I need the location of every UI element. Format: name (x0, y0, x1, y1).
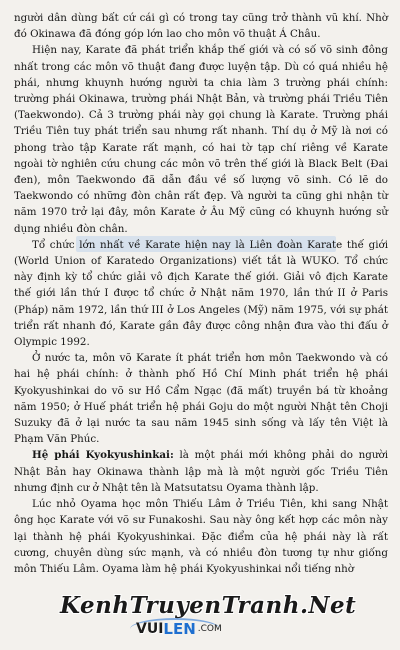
paragraph-karate-today: Hiện nay, Karate đã phát triển khắp thế giới và có số võ sinh đông nhất trong các môn võ thuật đang được luyện tập. Dù có quá nhiều hệ phái, nhưng khuynh hướng người ta chia làm 3 trường phái chính: trường phái Okinawa, trường phái Nhật Bản, và trường phái Triều Tiên (Taekwondo). Cả 3 trường phái này gọi chung là Karate. Trường phái Triều Tiên tuy phát triển sau nhưng rất nhanh. Thí dụ ở Mỹ là nơi có phong trào tập Karate rất mạnh, có hai tờ tạp chí riêng về Karate ngoài tờ nghiên cứu chung các môn võ trên thế giới là Black Belt (Đai đen), môn Taekwondo đã dẫn đầu về số lượng võ sinh. Có lẽ do Taekwondo có những đòn chân rất đẹp. Và người ta cũng ghi nhận từ năm 1970 trở lại đây, môn Karate ở Âu Mỹ cũng có khuynh hướng sử dụng nhiều đòn chân. (14, 44, 388, 235)
vuilen-logo (136, 620, 222, 638)
watermark-script-text: KenhTruyenTranh.Net (60, 592, 357, 619)
paragraph-wuko: Tổ chức lớn nhất về Karate hiện nay là Liên đoàn Karate thế giới (World Union of Karatedo Organizations) viết tắt là WUKO. Tổ chức này định kỳ tổ chức giải vô địch Karate thế giới. Giải vô địch Karate thế giới lần thứ I được tổ chức ở Nhật năm 1970, lần thứ II ở Paris (Pháp) năm 1972, lần thứ III ở Los Angeles (Mỹ) năm 1975, với sự phát triển rất nhanh đó, Karate gần đây được công nhận đưa vào thi đấu ở Olympic 1992. (14, 238, 388, 349)
paragraph-okinawa-intro: người dân dùng bất cứ cái gì có trong tay cũng trở thành vũ khí. Nhờ đó Okinawa đã đóng góp lớn lao cho môn võ thuật Á Châu. (14, 12, 388, 41)
paragraph-oyama: Lúc nhỏ Oyama học môn Thiếu Lâm ở Triều Tiên, khi sang Nhật ông học Karate với võ sư Funakoshi. Sau này ông kết hợp các môn này lại thành hệ phái Kyokyushinkai. Đặc điểm của hệ phái này là rất cương, chuyên dùng sức mạnh, và có nhiều đòn tương tự như giống môn Thiếu Lâm. Oyama làm hệ phái Kyokyushinkai nổi tiếng nhờ (14, 498, 388, 575)
watermark-logo (60, 592, 380, 644)
logo-vui-text: VUI (136, 621, 164, 637)
section-paragraph-text: là một phái mới không phải do người Nhật Bản hay Okinawa thành lập mà là một người gốc Triều Tiên nhưng định cư ở Nhật tên là Matsutatsu Oyama thành lập. (14, 449, 388, 494)
section-heading: Hệ phái Kyokyushinkai: (32, 449, 174, 462)
logo-len-text: LEN (163, 620, 196, 638)
paragraph-vietnam: Ở nước ta, môn võ Karate ít phát triển hơn môn Taekwondo và có hai hệ phái chính: ở thành phố Hồ Chí Minh phát triển hệ phái Kyokyushinkai do võ sư Hồ Cẩm Ngạc (đã mất) truyền bá từ khoảng năm 1950; ở Huế phát triển hệ phái Goju do một người Nhật tên Choji Suzuky đã ở lại nước ta sau năm 1945 sinh sống và lấy tên Việt là Phạm Văn Phúc. (14, 352, 388, 446)
paragraph-kyokyushinkai (14, 447, 388, 496)
document-body (14, 10, 388, 577)
logo-com-text: .COM (197, 624, 222, 634)
